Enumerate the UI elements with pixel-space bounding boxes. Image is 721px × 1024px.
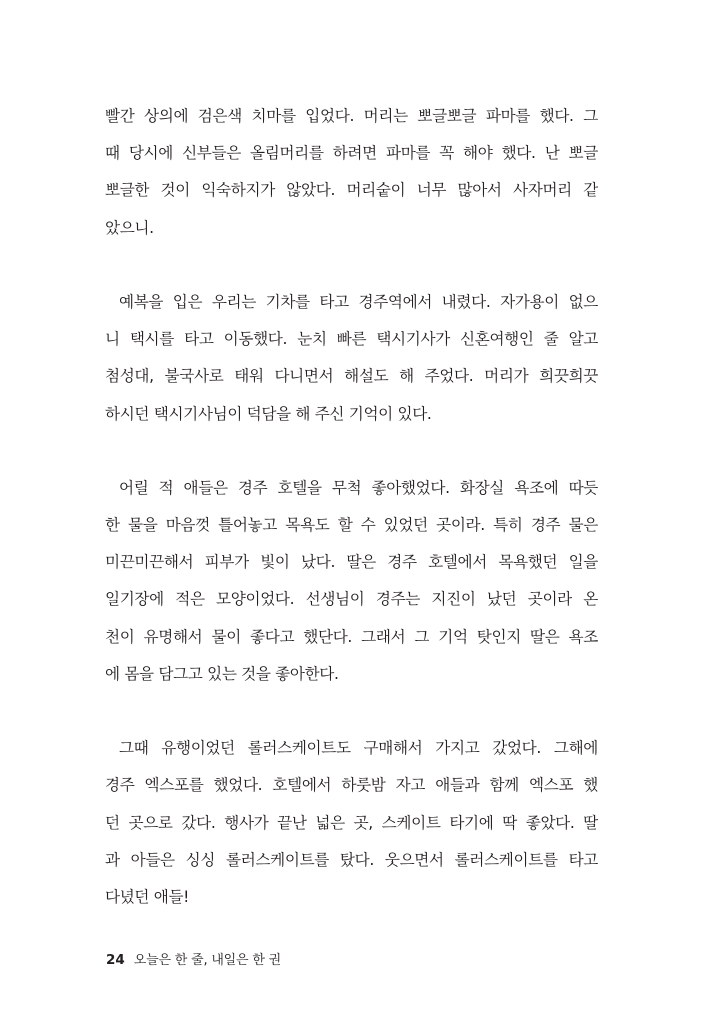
text-line: 어릴 적 애들은 경주 호텔을 무척 좋아했었다. 화장실 욕조에 따듯 [119,478,598,497]
page-number: 24 [106,952,125,968]
text-line: 경주 엑스포를 했었다. 호텔에서 하룻밤 자고 애들과 함께 엑스포 했 [105,776,598,795]
text-line: 천이 유명해서 물이 좋다고 했단다. 그래서 그 기억 탓인지 딸은 욕조 [105,627,598,646]
text-line: 다녔던 애들! [105,887,190,906]
body-text [105,98,598,916]
text-line: 았으니. [105,218,154,237]
text-line: 니 택시를 타고 이동했다. 눈치 빠른 택시기사가 신혼여행인 줄 알고 [105,330,598,349]
text-line: 일기장에 적은 모양이었다. 선생님이 경주는 지진이 났던 곳이라 온 [105,590,598,609]
text-line: 빨간 상의에 검은색 치마를 입었다. 머리는 뽀글뽀글 파마를 했다. 그 [105,107,598,125]
paragraph-gap [105,247,598,284]
text-line: 때 당시에 신부들은 올림머리를 하려면 파마를 꼭 해야 했다. 난 뽀글 [105,144,598,163]
text-line: 과 아들은 싱싱 롤러스케이트를 탔다. 웃으면서 롤러스케이트를 타고 [105,850,598,869]
text-line: 던 곳으로 갔다. 행사가 끝난 넓은 곳, 스케이트 타기에 딱 좋았다. 딸 [105,813,598,832]
text-line: 한 물을 마음껏 틀어놓고 목욕도 할 수 있었던 곳이라. 특히 경주 물은 [105,516,598,535]
text-line: 그때 유행이었던 롤러스케이트도 구매해서 가지고 갔었다. 그해에 [119,739,598,758]
text-line: 뽀글한 것이 익숙하지가 않았다. 머리숱이 너무 많아서 사자머리 같 [105,181,598,200]
text-line: 예복을 입은 우리는 기차를 타고 경주역에서 내렸다. 자가용이 없으 [119,292,598,311]
text-line: 미끈미끈해서 피부가 빛이 났다. 딸은 경주 호텔에서 목욕했던 일을 [105,553,598,572]
paragraph-gap [105,693,598,730]
text-line: 하시던 택시기사님이 덕담을 해 주신 기억이 있다. [105,404,432,423]
text-line: 첨성대, 불국사로 태워 다니면서 해설도 해 주었다. 머리가 희끗희끗 [105,367,598,386]
book-title: 오늘은 한 줄, 내일은 한 권 [133,953,281,968]
page-footer [106,949,281,968]
paragraph-gap [105,433,598,470]
text-line: 에 몸을 담그고 있는 것을 좋아한다. [105,664,339,683]
